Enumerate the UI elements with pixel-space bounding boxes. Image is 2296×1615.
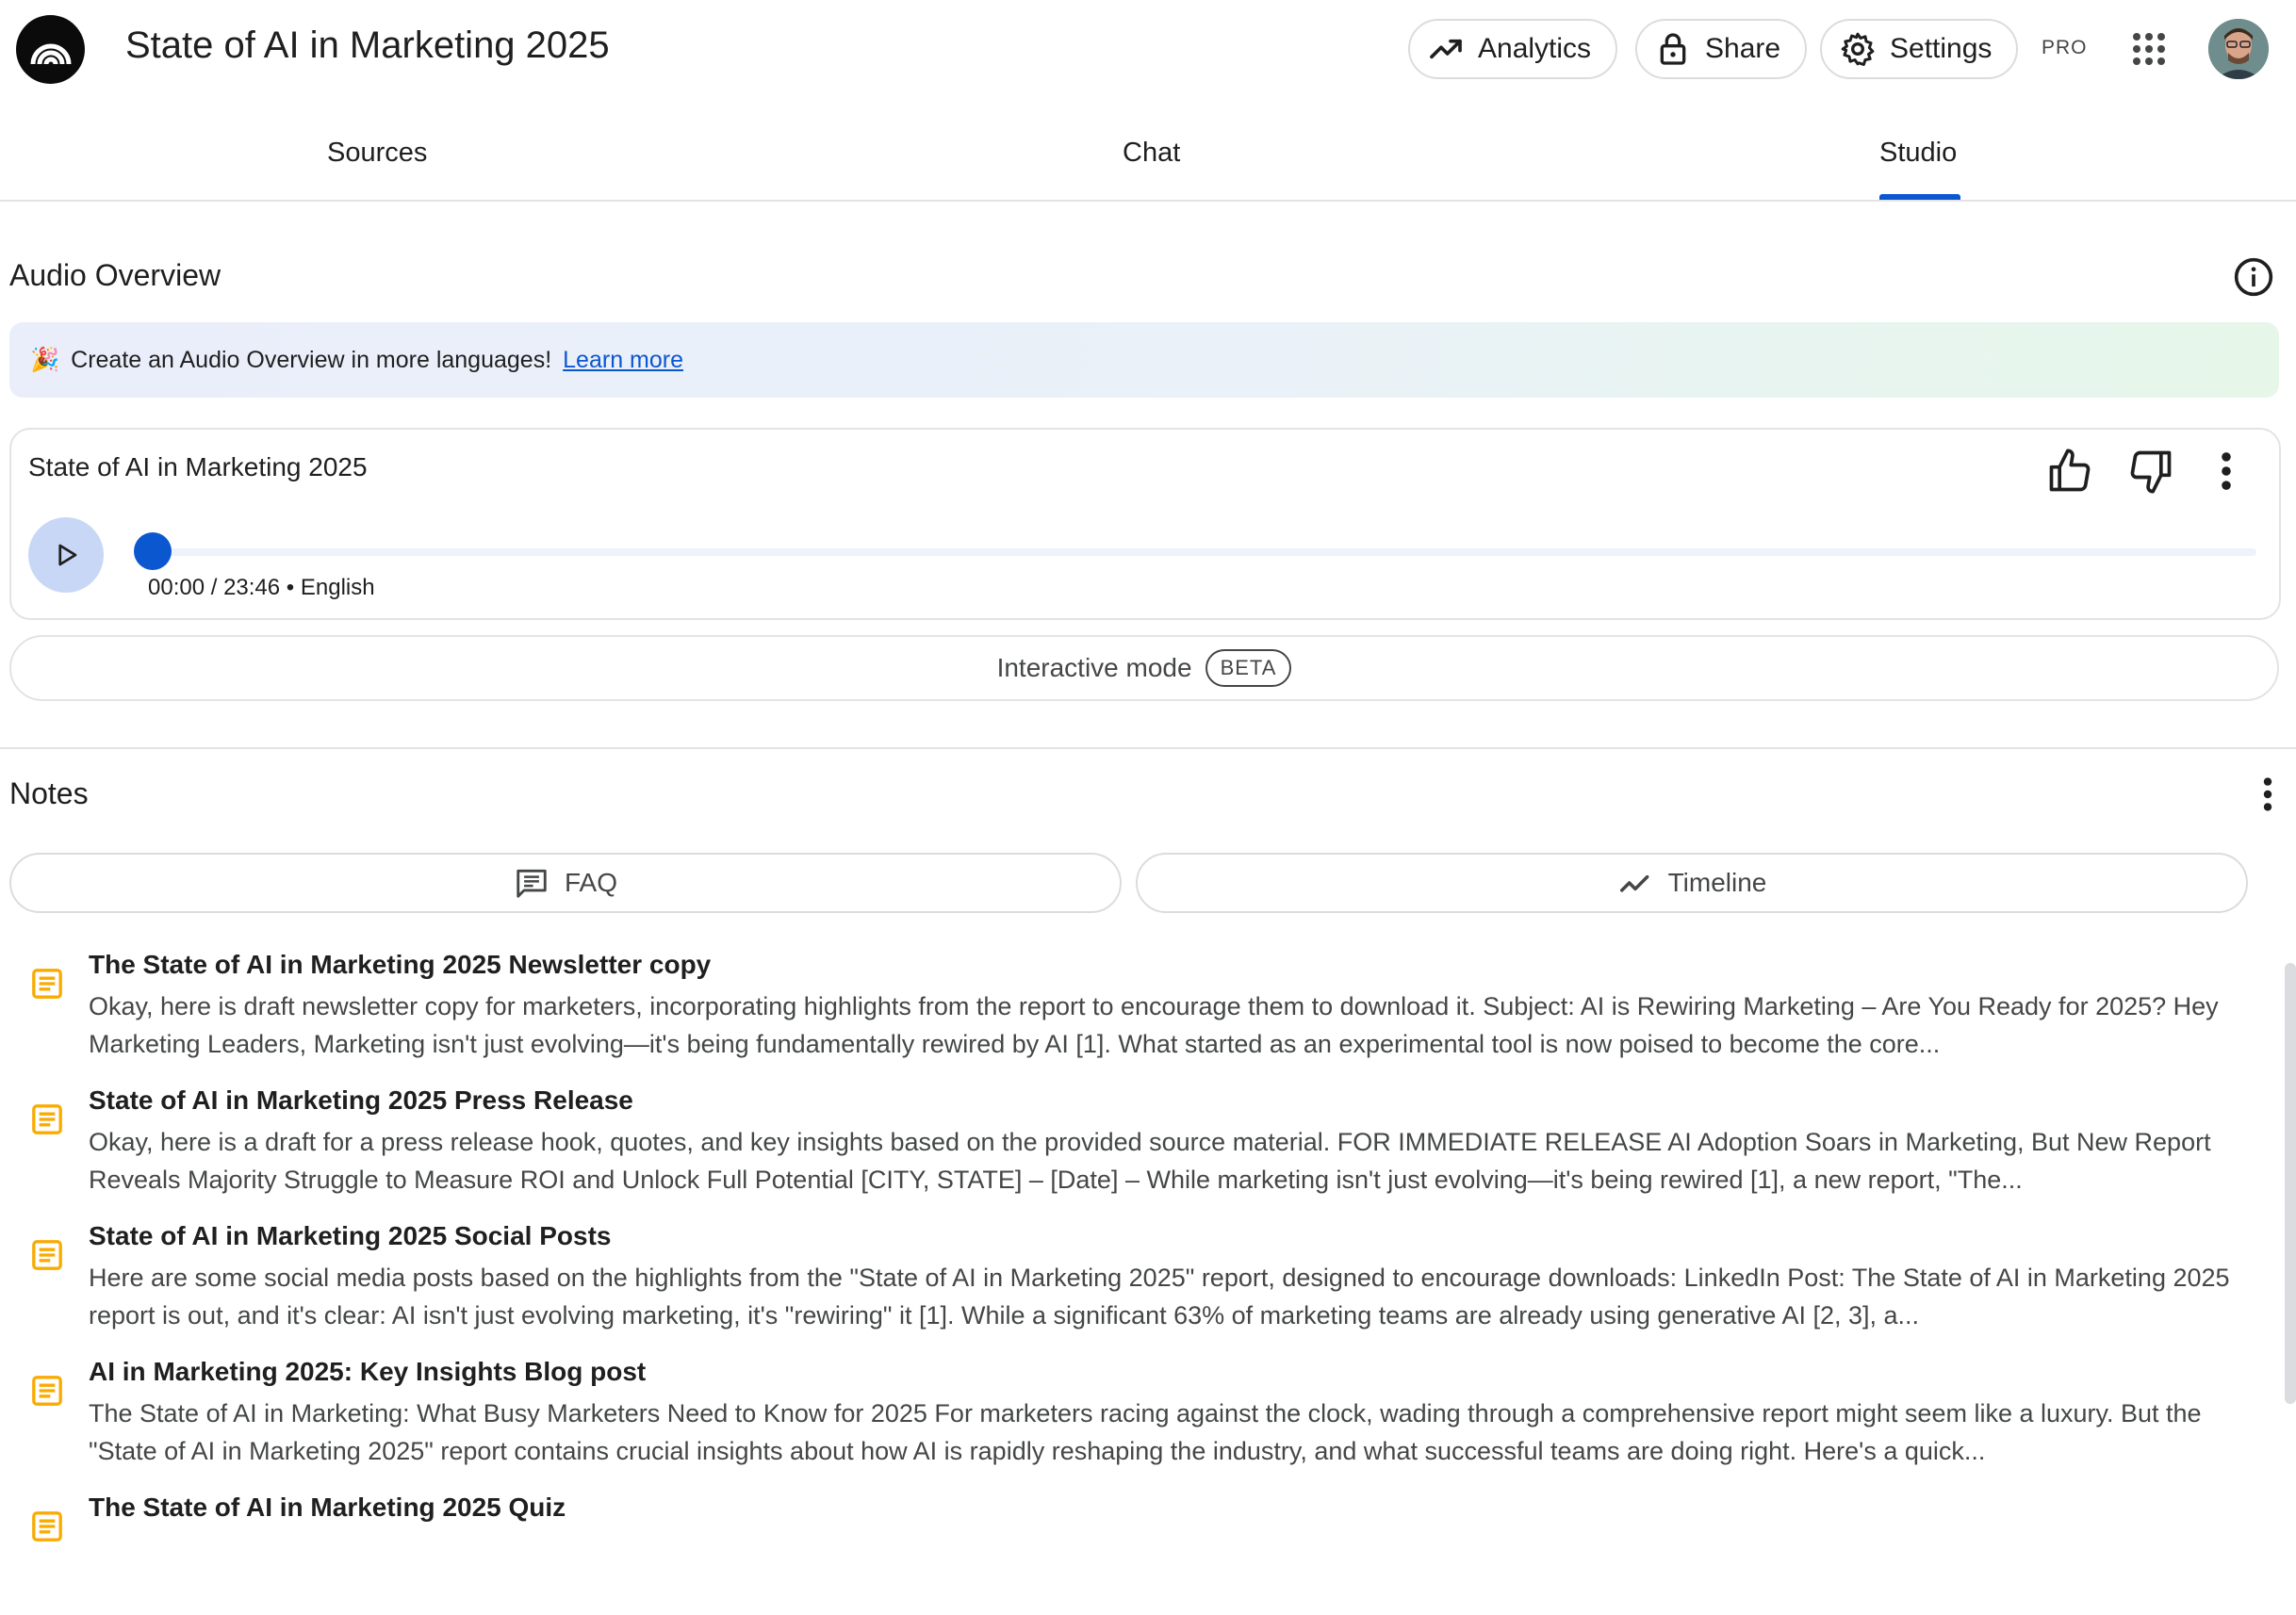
note-item[interactable] (0, 1221, 2243, 1344)
timeline-label: Timeline (1667, 868, 1767, 897)
tab-studio[interactable]: Studio (1879, 138, 1958, 168)
gear-icon (1839, 30, 1877, 68)
share-label: Share (1705, 33, 1781, 64)
note-item[interactable] (0, 950, 2243, 1072)
audio-time: 00:00 / 23:46 (148, 575, 281, 600)
banner-text: Create an Audio Overview in more languages! (71, 346, 552, 373)
audio-overview-heading: Audio Overview (9, 258, 221, 292)
pro-badge: PRO (2042, 37, 2088, 58)
note-title: AI in Marketing 2025: Key Insights Blog post (89, 1357, 647, 1386)
interactive-mode-label: Interactive mode (996, 653, 1192, 682)
note-preview: The State of AI in Marketing: What Busy Marketers Need to Know for 2025 For marketers racing against the clock, wading through a comprehensive report might seem like a luxury. But the "State of AI in Marketing 2025" report contains crucial insights about how AI is rapidly reshaping the industry, and what successful teams are doing right. Here's a quick... (89, 1399, 2202, 1465)
note-document-icon (28, 1372, 66, 1410)
play-icon (52, 541, 80, 569)
learn-more-link[interactable]: Learn more (563, 346, 684, 373)
interactive-mode-button[interactable] (9, 635, 2279, 701)
analytics-button[interactable] (1408, 19, 1617, 79)
audio-card-title: State of AI in Marketing 2025 (28, 452, 368, 481)
play-button[interactable] (28, 517, 104, 593)
user-avatar[interactable] (2208, 19, 2269, 79)
timeline-icon (1617, 865, 1653, 901)
settings-button[interactable] (1820, 19, 2018, 79)
note-document-icon (28, 965, 66, 1003)
apps-grid-icon[interactable] (2132, 32, 2166, 66)
audio-seek-handle[interactable] (134, 532, 172, 570)
note-title: State of AI in Marketing 2025 Press Release (89, 1085, 633, 1115)
info-icon[interactable] (2233, 256, 2274, 298)
note-preview: Okay, here is a draft for a press release hook, quotes, and key insights based on the provided source material. FOR IMMEDIATE RELEASE AI Adoption Soars in Marketing, But New Report Reveals Majority Struggle to Measure ROI and Unlock Full Potential [CITY, STATE] – [Date] – While marketing isn't just evolving—it's being rewired [1], a new report, "The... (89, 1128, 2211, 1194)
note-document-icon (28, 1101, 66, 1138)
languages-banner (9, 322, 2279, 398)
audio-meta (148, 575, 375, 601)
trending-up-icon (1427, 30, 1465, 68)
note-preview: Here are some social media posts based on the highlights from the "State of AI in Marketing 2025" report, designed to encourage downloads: LinkedIn Post: The State of AI in Marketing 2025 report is out, and it's clear: AI isn't just evolving marketing, it's "rewiring" it [1]. While a significant 63% of marketing teams are already using generative AI [2, 3], a... (89, 1264, 2230, 1330)
notebooklm-logo-icon[interactable] (16, 15, 85, 84)
audio-card-actions (2045, 447, 2245, 496)
top-bar (0, 0, 2296, 98)
tab-chat[interactable]: Chat (1123, 138, 1181, 168)
audio-progress-track[interactable] (151, 548, 2256, 556)
note-item[interactable] (0, 1085, 2243, 1208)
note-title: The State of AI in Marketing 2025 Quiz (89, 1493, 566, 1522)
audio-language: English (300, 575, 375, 600)
share-button[interactable] (1635, 19, 1807, 79)
notes-heading: Notes (9, 776, 89, 810)
lock-icon (1654, 30, 1692, 68)
party-popper-icon: 🎉 (30, 346, 60, 373)
timeline-button[interactable] (1136, 853, 2248, 913)
thumbs-down-icon[interactable] (2126, 447, 2175, 496)
note-document-icon (28, 1236, 66, 1274)
note-preview: Okay, here is draft newsletter copy for marketers, incorporating highlights from the report to encourage them to download it. Subject: AI is Rewiring Marketing – Are You Ready for 2025? Hey Marketing Leaders, Marketing isn't just evolving—it's being fundamentally rewired by AI [1]. What started as an experimental tool is now poised to become the core... (89, 992, 2219, 1058)
note-title: The State of AI in Marketing 2025 Newsletter copy (89, 950, 712, 979)
notes-more-vert-icon[interactable] (2249, 773, 2287, 816)
note-item[interactable] (0, 1493, 2243, 1615)
beta-badge: BETA (1205, 649, 1292, 687)
faq-icon (514, 865, 549, 901)
faq-button[interactable] (9, 853, 1122, 913)
thumbs-up-icon[interactable] (2045, 447, 2094, 496)
audio-overview-card (9, 428, 2281, 620)
active-tab-indicator (1879, 194, 1960, 200)
main-tabs (0, 98, 2296, 202)
analytics-label: Analytics (1478, 33, 1592, 64)
meta-separator: • (286, 575, 295, 600)
tab-sources[interactable]: Sources (327, 138, 428, 168)
settings-label: Settings (1890, 33, 1993, 64)
faq-label: FAQ (564, 868, 617, 897)
notes-scrollbar[interactable] (2285, 963, 2296, 1404)
more-vert-icon[interactable] (2207, 447, 2245, 496)
note-item[interactable] (0, 1357, 2243, 1479)
note-title: State of AI in Marketing 2025 Social Posts (89, 1221, 612, 1250)
notebook-title[interactable]: State of AI in Marketing 2025 (125, 24, 610, 66)
section-divider (0, 747, 2296, 749)
note-document-icon (28, 1508, 66, 1545)
